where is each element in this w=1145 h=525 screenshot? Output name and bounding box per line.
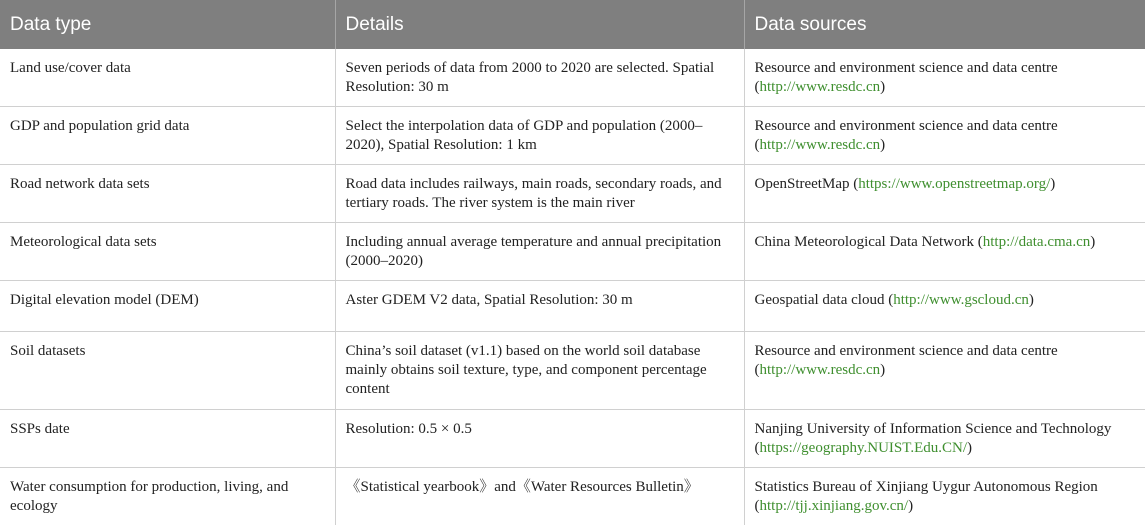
source-name: Nanjing University of Information Science and Technology ( bbox=[755, 421, 1112, 456]
cell-data-type: Soil datasets bbox=[0, 332, 335, 410]
table-row bbox=[0, 468, 1145, 525]
header-data-sources: Data sources bbox=[744, 0, 1145, 49]
cell-details: 《Statistical yearbook》and《Water Resources Bulletin》 bbox=[335, 468, 744, 525]
source-name: OpenStreetMap ( bbox=[755, 176, 859, 192]
source-name: Resource and environment science and data centre ( bbox=[755, 343, 1058, 378]
cell-data-source bbox=[744, 223, 1145, 281]
source-close-paren: ) bbox=[880, 137, 885, 153]
source-close-paren: ) bbox=[1029, 292, 1034, 308]
cell-data-source bbox=[744, 49, 1145, 107]
source-name: China Meteorological Data Network ( bbox=[755, 234, 983, 250]
cell-data-type: Road network data sets bbox=[0, 165, 335, 223]
source-close-paren: ) bbox=[967, 440, 972, 456]
cell-details: Seven periods of data from 2000 to 2020 are selected. Spatial Resolution: 30 m bbox=[335, 49, 744, 107]
cell-data-type: Digital elevation model (DEM) bbox=[0, 281, 335, 332]
source-name: Statistics Bureau of Xinjiang Uygur Autonomous Region ( bbox=[755, 479, 1098, 514]
cell-details: Aster GDEM V2 data, Spatial Resolution: 30 m bbox=[335, 281, 744, 332]
cell-data-type: SSPs date bbox=[0, 410, 335, 468]
cell-data-source bbox=[744, 281, 1145, 332]
source-close-paren: ) bbox=[908, 498, 913, 514]
source-link[interactable]: http://www.resdc.cn bbox=[760, 362, 881, 378]
table-row bbox=[0, 281, 1145, 332]
cell-data-type: Water consumption for production, living, and ecology bbox=[0, 468, 335, 525]
source-link[interactable]: http://www.gscloud.cn bbox=[893, 292, 1029, 308]
cell-data-type: Meteorological data sets bbox=[0, 223, 335, 281]
table-row bbox=[0, 332, 1145, 410]
table-row bbox=[0, 49, 1145, 107]
cell-details: Including annual average temperature and annual precipitation (2000–2020) bbox=[335, 223, 744, 281]
cell-details: Resolution: 0.5 × 0.5 bbox=[335, 410, 744, 468]
source-close-paren: ) bbox=[1090, 234, 1095, 250]
cell-details: Select the interpolation data of GDP and population (2000–2020), Spatial Resolution: 1 km bbox=[335, 107, 744, 165]
source-close-paren: ) bbox=[1050, 176, 1055, 192]
cell-data-source bbox=[744, 165, 1145, 223]
source-link[interactable]: https://geography.NUIST.Edu.CN/ bbox=[760, 440, 967, 456]
source-link[interactable]: http://tjj.xinjiang.gov.cn/ bbox=[760, 498, 909, 514]
source-name: Resource and environment science and data centre ( bbox=[755, 118, 1058, 153]
cell-data-source bbox=[744, 332, 1145, 410]
cell-data-type: Land use/cover data bbox=[0, 49, 335, 107]
table-row bbox=[0, 165, 1145, 223]
header-row bbox=[0, 0, 1145, 49]
table-row bbox=[0, 107, 1145, 165]
table-row bbox=[0, 223, 1145, 281]
cell-data-source bbox=[744, 410, 1145, 468]
cell-details: Road data includes railways, main roads, secondary roads, and tertiary roads. The river system is the main river bbox=[335, 165, 744, 223]
table-row bbox=[0, 410, 1145, 468]
source-name: Geospatial data cloud ( bbox=[755, 292, 894, 308]
source-name: Resource and environment science and data centre ( bbox=[755, 60, 1058, 95]
cell-data-type: GDP and population grid data bbox=[0, 107, 335, 165]
cell-details: China’s soil dataset (v1.1) based on the world soil database mainly obtains soil texture, type, and component percentage content bbox=[335, 332, 744, 410]
source-link[interactable]: http://www.resdc.cn bbox=[760, 79, 881, 95]
cell-data-source bbox=[744, 468, 1145, 525]
source-link[interactable]: https://www.openstreetmap.org/ bbox=[858, 176, 1050, 192]
cell-data-source bbox=[744, 107, 1145, 165]
source-close-paren: ) bbox=[880, 362, 885, 378]
header-data-type: Data type bbox=[0, 0, 335, 49]
header-details: Details bbox=[335, 0, 744, 49]
source-close-paren: ) bbox=[880, 79, 885, 95]
source-link[interactable]: http://www.resdc.cn bbox=[760, 137, 881, 153]
source-link[interactable]: http://data.cma.cn bbox=[983, 234, 1090, 250]
